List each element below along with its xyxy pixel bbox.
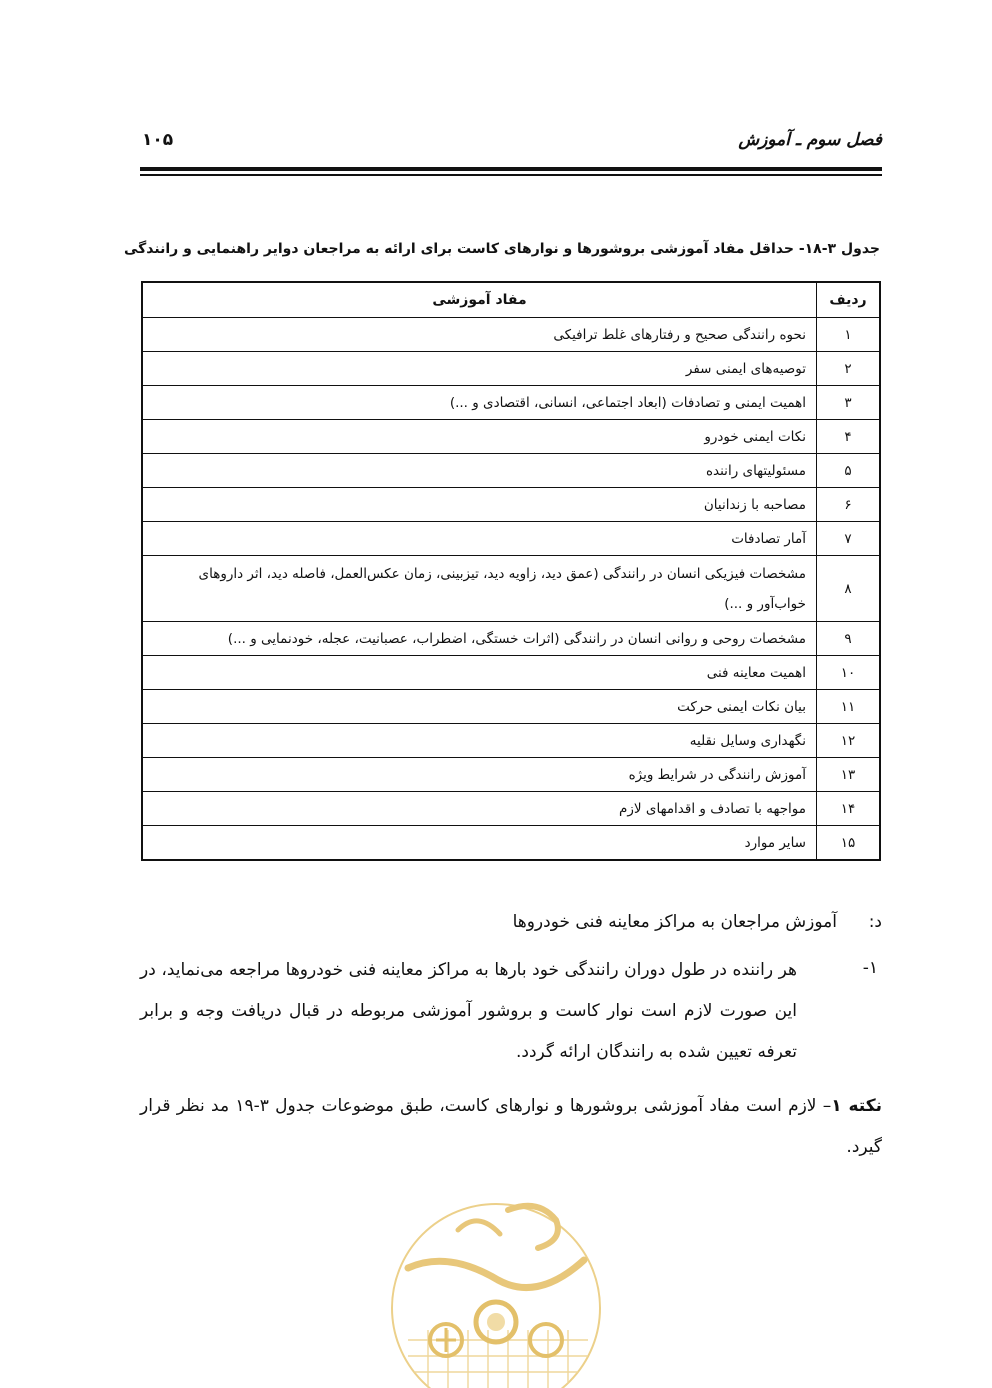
table-row	[142, 758, 880, 792]
table-row	[142, 318, 880, 352]
row-number-cell: ۵	[817, 454, 881, 488]
content-cell: بیان نکات ایمنی حرکت	[142, 690, 817, 724]
row-number-cell: ۶	[817, 488, 881, 522]
content-cell: مصاحبه با زندانیان	[142, 488, 817, 522]
row-number-cell: ۱	[817, 318, 881, 352]
row-number-cell: ۴	[817, 420, 881, 454]
content-cell: آموزش رانندگی در شرایط ویژه	[142, 758, 817, 792]
table-row	[142, 656, 880, 690]
content-cell: نحوه رانندگی صحیح و رفتارهای غلط ترافیکی	[142, 318, 817, 352]
header-rule-thin	[140, 174, 882, 176]
table-row	[142, 386, 880, 420]
table-row	[142, 420, 880, 454]
content-cell: مواجهه با تصادف و اقدامهای لازم	[142, 792, 817, 826]
row-number-cell: ۱۱	[817, 690, 881, 724]
content-cell: توصیه‌های ایمنی سفر	[142, 352, 817, 386]
list-item-text: هر راننده در طول دوران رانندگی خود بارها به مراکز معاینه فنی خودروها مراجعه می‌نماید، در این صورت لازم است نوار کاست و بروشور آموزشی مربوطه در قبال دریافت وجه و برابر تعرفه تعیین شده به رانندگان ارائه گردد.	[140, 960, 797, 1062]
content-cell: نگهداری وسایل نقلیه	[142, 724, 817, 758]
content-cell: اهمیت معاینه فنی	[142, 656, 817, 690]
row-number-cell: ۱۲	[817, 724, 881, 758]
contents-table	[141, 281, 881, 861]
list-item-number: ۱-	[862, 958, 878, 978]
row-number-cell: ۳	[817, 386, 881, 420]
chapter-title: فصل سوم ـ آموزش	[738, 130, 882, 150]
row-number-cell: ۱۵	[817, 826, 881, 861]
row-number-cell: ۷	[817, 522, 881, 556]
section-mark: د:	[868, 912, 882, 932]
column-header-row-number: ردیف	[817, 282, 881, 318]
note-label: نکته ۱	[831, 1096, 882, 1116]
content-cell: سایر موارد	[142, 826, 817, 861]
row-number-cell: ۸	[817, 556, 881, 622]
seal-logo-icon	[388, 1190, 604, 1388]
table-row	[142, 488, 880, 522]
table-row	[142, 826, 880, 861]
table-body	[142, 318, 880, 861]
table-header-row	[142, 282, 880, 318]
table-caption: جدول ۳-۱۸- حداقل مفاد آموزشی بروشورها و نوارهای کاست برای ارائه به مراجعان دوایر راهنمایی و رانندگی	[124, 241, 880, 257]
row-number-cell: ۱۴	[817, 792, 881, 826]
content-cell: مشخصات فیزیکی انسان در رانندگی (عمق دید، زاویه دید، تیزبینی، زمان عکس‌العمل، فاصله دید، اثر داروهای خواب‌آور و ...)	[142, 556, 817, 622]
table-row	[142, 724, 880, 758]
row-number-cell: ۱۳	[817, 758, 881, 792]
content-cell: مسئولیتهای راننده	[142, 454, 817, 488]
column-header-content: مفاد آموزشی	[142, 282, 817, 318]
row-number-cell: ۱۰	[817, 656, 881, 690]
table-row	[142, 454, 880, 488]
row-number-cell: ۲	[817, 352, 881, 386]
section-heading-text: آموزش مراجعان به مراکز معاینه فنی خودروها	[512, 912, 837, 932]
table-row	[142, 352, 880, 386]
note-text: – لازم است مفاد آموزشی بروشورها و نوارهای کاست، طبق موضوعات جدول ۳-۱۹ مد نظر قرار گیرد.	[140, 1096, 882, 1157]
note-paragraph	[140, 1086, 882, 1168]
content-cell: اهمیت ایمنی و تصادفات (ابعاد اجتماعی، انسانی، اقتصادی و ...)	[142, 386, 817, 420]
table-row	[142, 522, 880, 556]
content-cell: نکات ایمنی خودرو	[142, 420, 817, 454]
row-number-cell: ۹	[817, 622, 881, 656]
running-header	[140, 128, 882, 158]
content-cell: آمار تصادفات	[142, 522, 817, 556]
table-row	[142, 622, 880, 656]
header-rule-thick	[140, 167, 882, 171]
table-row	[142, 792, 880, 826]
table-row	[142, 690, 880, 724]
page-number: ۱۰۵	[142, 130, 174, 150]
table-row	[142, 556, 880, 622]
content-cell: مشخصات روحی و روانی انسان در رانندگی (اثرات خستگی، اضطراب، عصبانیت، عجله، خودنمایی و ...)	[142, 622, 817, 656]
